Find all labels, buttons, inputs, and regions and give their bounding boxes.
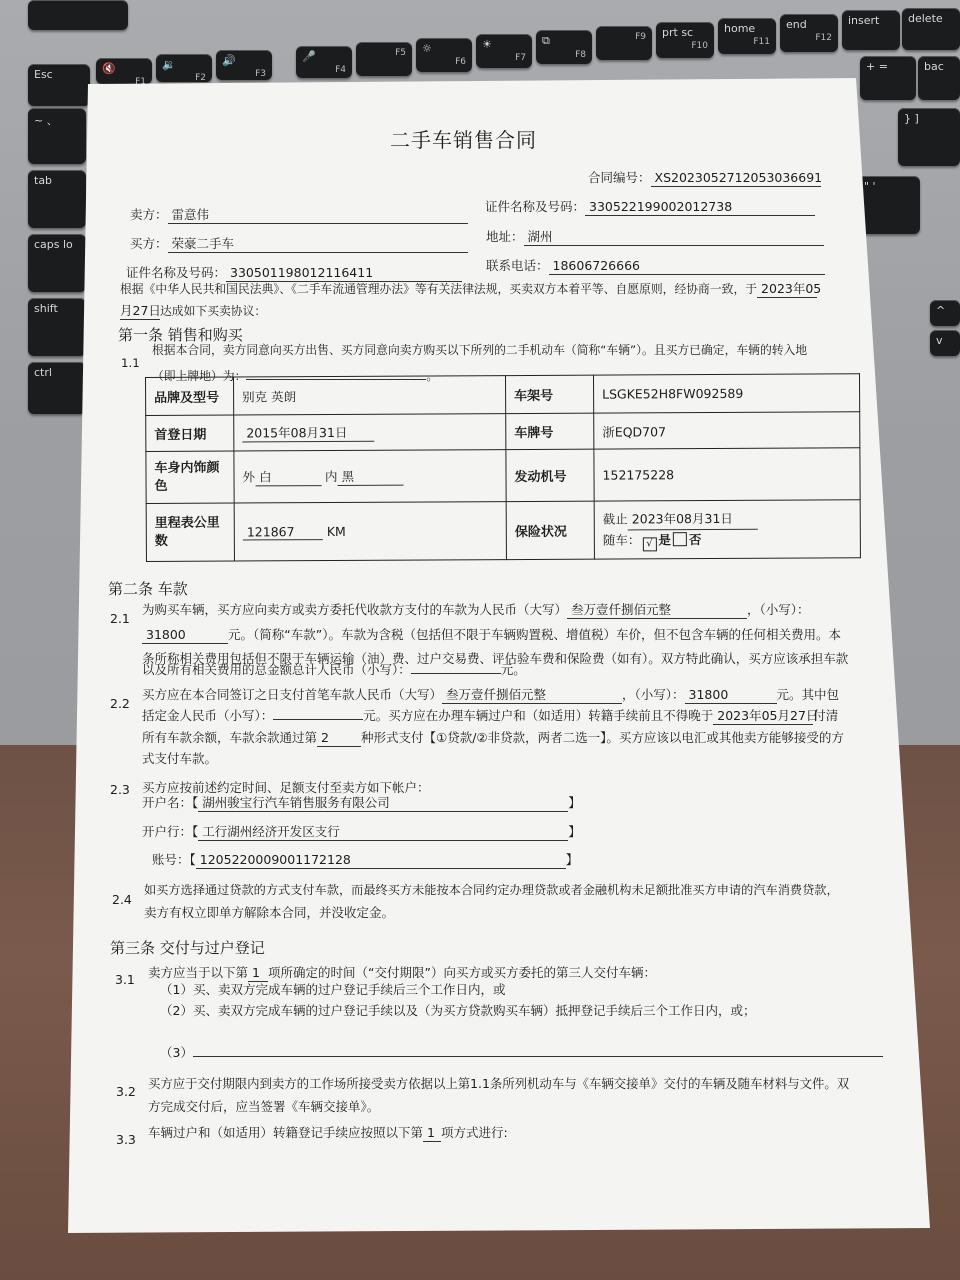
price-amount: 31800 [142, 627, 228, 644]
seller-id-value: 330522199002012738 [585, 199, 815, 216]
exterior-color-value: 白 [255, 467, 321, 486]
account-name-row: 开户名：【 湖州骏宝行汽车销售服务有限公司 】 [142, 795, 581, 810]
preamble-date-b: 月27日 [120, 303, 161, 318]
brand-label: 品牌及型号 [146, 377, 234, 415]
account-bank-row: 开户行：【 工行湖州经济开发区支行 】 [142, 824, 581, 839]
clause-1-1-line-2: （即上牌地）为： 。 [152, 369, 439, 383]
seller-row: 卖方： 雷意伟 [130, 207, 468, 224]
clause-2-2-line-3: 所有车款余额，车款余款通过第 2 种形式支付【①贷款/②非贷款，两者二选一】。买方应该以电汇或其他卖方能够接受的方 [142, 730, 844, 745]
option-3-blank [193, 1056, 883, 1057]
key-esc: Esc [28, 64, 90, 106]
engine-value: 152175228 [594, 448, 860, 501]
key-f5: F5 [356, 42, 412, 76]
plate-label: 车牌号 [506, 413, 594, 449]
clause-3-2-line-1: 买方应于交付期限内到卖方的工作场所接受卖方依据以上第1.1条所列机动车与《车辆交接单》交付的车辆及随车材料与文件。双 [148, 1076, 850, 1091]
article-2-title: 第二条 车款 [108, 580, 188, 598]
key-tab: tab [28, 170, 86, 228]
phone-row: 联系电话： 18606726666 [486, 258, 825, 275]
key-caps: caps lo [28, 234, 86, 292]
clause-2-4-line-1: 如买方选择通过贷款的方式支付车款，而最终买方未能按本合同约定办理贷款或者金融机构未足额批准买方申请的汽车消费贷款， [144, 883, 839, 897]
phone-value: 18606726666 [549, 258, 825, 275]
insurance-label: 保险状况 [506, 501, 594, 559]
clause-1-1-no: 1.1 [121, 356, 140, 370]
clause-3-1-line-1: 卖方应当于以下第 1 项所确定的时间（“交付期限”）向买方或买方委托的第三人交付车辆： [148, 965, 656, 980]
clause-2-1-line-4: 以及所有相关费用的总金额总计人民币（小写）： 元。 [142, 662, 526, 677]
transfer-item-value: 1 [423, 1125, 441, 1142]
address-row: 地址： 湖州 [486, 229, 824, 246]
preamble-line-2: 月27日达成如下买卖协议： [120, 303, 267, 318]
clause-2-1-line-2: 31800 元。（简称“车款”）。车款为含税（包括但不限于车辆购置税、增值税）车价，但不包含车辆的任何相关费用。本 [142, 627, 841, 644]
delivery-item-value: 1 [248, 965, 268, 982]
clause-3-2-line-2: 方完成交付后，应当签署《车辆交接单》。 [148, 1099, 380, 1114]
clause-2-1-line-3: 条所称相关费用包括但不限于车辆运输（油）费、过户交易费、评估验车费和保险费（如有）。双方特此确认，买方应该承担车款 [142, 651, 849, 666]
clause-3-1-no: 3.1 [115, 972, 135, 987]
key-prtsc: prt sc F10 [656, 22, 714, 58]
buyer-id-row: 证件名称及号码： 330501198012116411 [126, 265, 462, 282]
address-value: 湖州 [524, 229, 824, 246]
insurance-until-value: 2023年08月31日 [628, 508, 758, 530]
clause-3-1-option-3: （3） [160, 1045, 883, 1061]
key-up: ^ [930, 300, 960, 326]
clause-2-2-line-2: 括定金人民币（小写）： 元。买方应在办理车辆过户和（如适用）转籍手续前且不得晚于 2023年05月27日付清 [142, 708, 839, 723]
seller-id-row: 证件名称及号码： 330522199002012738 [485, 199, 815, 216]
clause-3-2-no: 3.2 [116, 1084, 136, 1099]
vin-value: LSGKE52H8FW092589 [593, 374, 859, 413]
key-f7: ☀ F7 [476, 34, 532, 68]
mileage-value: 121867 [243, 524, 323, 540]
seller-value: 雷意伟 [168, 207, 468, 224]
payment-method-value: 2 [317, 730, 361, 747]
clause-1-1-line-1: 根据本合同，卖方同意向买方出售、买方同意向卖方购买以下所列的二手机动车（简称“车辆”）。且买方已确定，车辆的转入地 [152, 343, 808, 357]
contract-no: 合同编号： XS2023052712053036691 [588, 170, 823, 185]
first-payment-amount: 31800 [685, 687, 777, 704]
clause-2-1-no: 2.1 [110, 611, 130, 626]
clause-2-1-line-1: 为购买车辆，买方应向卖方或卖方委托代收款方支付的车款为人民币（大写） 叁万壹仟捌佰元整 ，（小写）： [142, 602, 810, 617]
account-bank-value: 工行湖州经济开发区支行 [198, 824, 568, 841]
reg-date-label: 首登日期 [146, 415, 234, 451]
key-plus: + = [860, 56, 916, 100]
checkbox-yes-checked: √ [642, 537, 656, 551]
clause-3-3-line-1: 车辆过户和（如适用）转籍登记手续应按照以下第 1 项方式进行: [148, 1125, 508, 1140]
contract-title: 二手车销售合同 [390, 128, 537, 152]
clause-2-4-no: 2.4 [112, 892, 132, 907]
key-ctrl: ctrl [28, 362, 86, 414]
key-quote: " ' [858, 176, 920, 234]
first-payment-in-words: 叁万壹仟捌佰元整 [442, 687, 622, 704]
clause-3-3-no: 3.3 [116, 1132, 136, 1147]
engine-label: 发动机号 [506, 449, 594, 501]
contract-no-value: XS2023052712053036691 [651, 170, 821, 187]
key-f9: F9 [596, 26, 652, 60]
key-f1: 🔇 F1 [96, 58, 152, 84]
reg-date-value: 2015年08月31日 [242, 423, 374, 443]
key-insert: insert [842, 10, 900, 50]
color-label: 车身内饰颜色 [146, 451, 234, 503]
clause-2-2-no: 2.2 [110, 696, 130, 711]
account-no-value: 1205220009001172128 [196, 852, 566, 869]
key-f2: 🔉 F2 [156, 54, 212, 82]
mileage-label: 里程表公里数 [146, 503, 234, 561]
article-3-title: 第三条 交付与过户登记 [110, 939, 265, 957]
buyer-row: 买方： 荣豪二手车 [130, 236, 468, 253]
key-f3: 🔊 F3 [216, 50, 272, 80]
key-shift: shift [28, 298, 86, 356]
key-end: end F12 [780, 14, 838, 52]
account-name-value: 湖州骏宝行汽车销售服务有限公司 [198, 795, 568, 812]
brand-value: 别克 英朗 [234, 376, 506, 415]
account-no-row: 账号：【 1205220009001172128 】 [152, 852, 579, 867]
article-1-title: 第一条 销售和购买 [118, 326, 243, 344]
key-down: v [930, 330, 960, 356]
key-delete: delete [902, 8, 960, 50]
plate-value: 浙EQD707 [594, 412, 860, 449]
clause-3-1-option-1: （1）买、卖双方完成车辆的过户登记手续后三个工作日内，或 [160, 982, 506, 997]
key-home: home F11 [718, 18, 776, 54]
balance-due-date: 2023年05月27日 [713, 708, 813, 725]
key-tilde: ~ 、 [28, 108, 86, 164]
mileage-cell: 121867 KM [234, 502, 506, 561]
insurance-cell: 截止 2023年08月31日 随车： √ 是 否 [594, 500, 860, 559]
buyer-id-value: 330501198012116411 [226, 265, 462, 282]
clause-2-2-line-4: 式支付车款。 [142, 751, 218, 766]
color-cell: 外 白 内 黑 [234, 450, 506, 503]
interior-color-value: 黑 [337, 467, 403, 486]
key-f8: ⧉ F8 [536, 30, 592, 64]
total-amount-blank [411, 673, 501, 674]
clause-2-4-line-2: 卖方有权立即单方解除本合同，并没收定金。 [144, 905, 395, 920]
clause-2-3-no: 2.3 [110, 782, 130, 797]
reg-date-cell [234, 414, 506, 451]
key-f4: 🎤 F4 [296, 46, 352, 78]
clause-3-1-option-2: （2）买、卖双方完成车辆的过户登记手续以及（为买方贷款购买车辆）抵押登记手续后三个工作日内，或； [160, 1003, 756, 1018]
deposit-blank [273, 719, 363, 720]
preamble-date-a: 2023年05 [757, 281, 817, 298]
vehicle-info-table [145, 373, 861, 562]
price-in-words: 叁万壹仟捌佰元整 [567, 602, 747, 619]
checkbox-no [673, 532, 687, 546]
buyer-value: 荣豪二手车 [168, 236, 468, 253]
vin-label: 车架号 [505, 375, 593, 413]
clause-2-2-line-1: 买方应在本合同签订之日支付首笔车款人民币（大写） 叁万壹仟捌佰元整 ，（小写）： 31800 元。其中包 [142, 687, 840, 702]
key-backspace: bac [918, 56, 960, 100]
key-f6: ☼ F6 [416, 38, 472, 72]
preamble-line-1: 根据《中华人民共和国民法典》、《二手车流通管理办法》等有关法律法规，买卖双方本着平等、自愿原则，经协商一致，于 2023年05 [120, 281, 822, 296]
key-bracket: } ] [898, 108, 960, 166]
clause-2-3-line-1: 买方应按前述约定时间、足额支付至卖方如下帐户： [142, 780, 430, 795]
